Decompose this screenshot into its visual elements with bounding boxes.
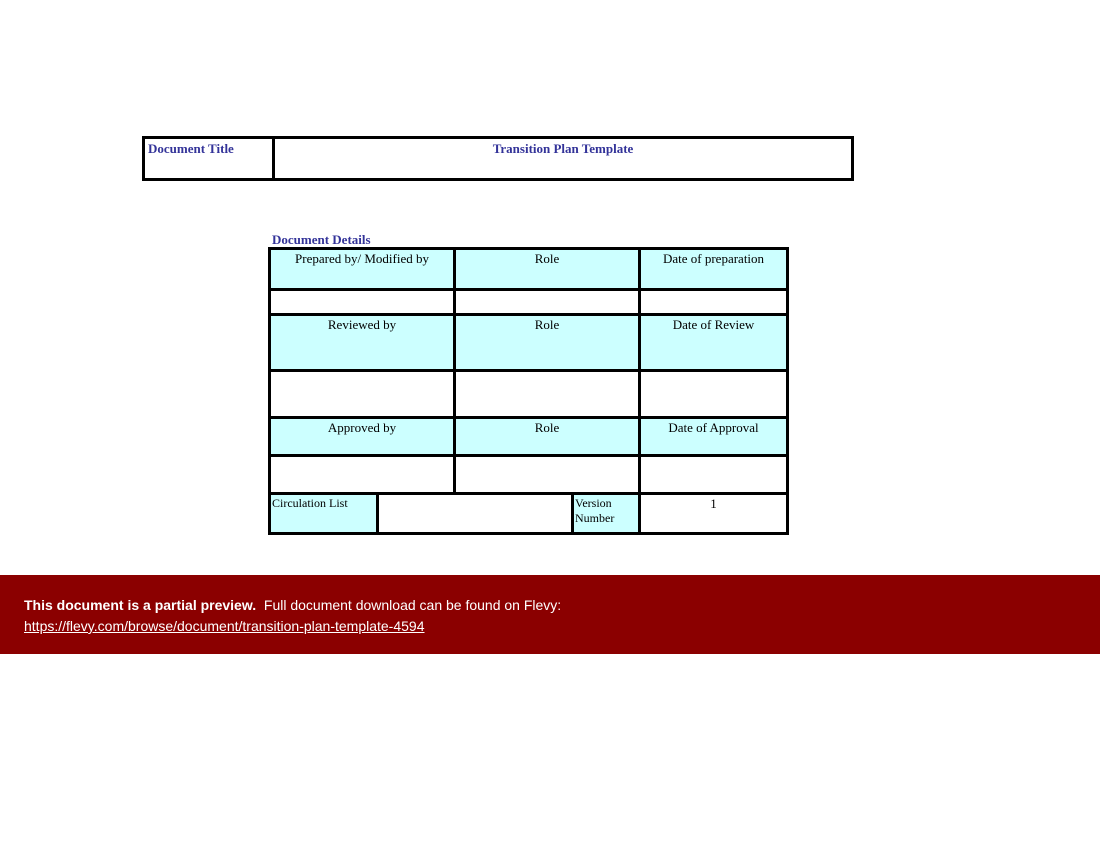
reviewed-role-header: Role [455,315,640,371]
date-of-preparation-cell[interactable] [640,290,788,315]
circulation-list-label: Circulation List [270,494,378,534]
date-of-review-header: Date of Review [640,315,788,371]
flevy-download-link[interactable]: https://flevy.com/browse/document/transition-plan-template-4594 [24,618,425,634]
document-title-table [142,136,854,181]
prepared-by-header: Prepared by/ Modified by [270,249,455,290]
date-of-approval-cell[interactable] [640,456,788,494]
version-number-value: 1 [640,494,788,534]
document-details-heading: Document Details [272,232,371,247]
preview-banner-text [24,597,561,613]
reviewed-by-header: Reviewed by [270,315,455,371]
prepared-by-cell[interactable] [270,290,455,315]
document-title-label: Document Title [144,138,274,180]
approved-by-header: Approved by [270,418,455,456]
preview-banner-bold: This document is a partial preview. [24,597,257,613]
prepared-role-cell[interactable] [455,290,640,315]
reviewed-by-cell[interactable] [270,371,455,418]
date-of-preparation-header: Date of preparation [640,249,788,290]
version-number-label: Version Number [573,494,640,534]
date-of-review-cell[interactable] [640,371,788,418]
approved-by-cell[interactable] [270,456,455,494]
document-details-table [268,247,789,535]
approved-role-header: Role [455,418,640,456]
preview-banner [0,575,1100,654]
approved-role-cell[interactable] [455,456,640,494]
preview-banner-message: Full document download can be found on Flevy: [263,597,562,613]
prepared-role-header: Role [455,249,640,290]
reviewed-role-cell[interactable] [455,371,640,418]
preview-banner-link-row [24,618,425,634]
document-title-value: Transition Plan Template [274,138,853,180]
circulation-list-cell[interactable] [378,494,573,534]
date-of-approval-header: Date of Approval [640,418,788,456]
